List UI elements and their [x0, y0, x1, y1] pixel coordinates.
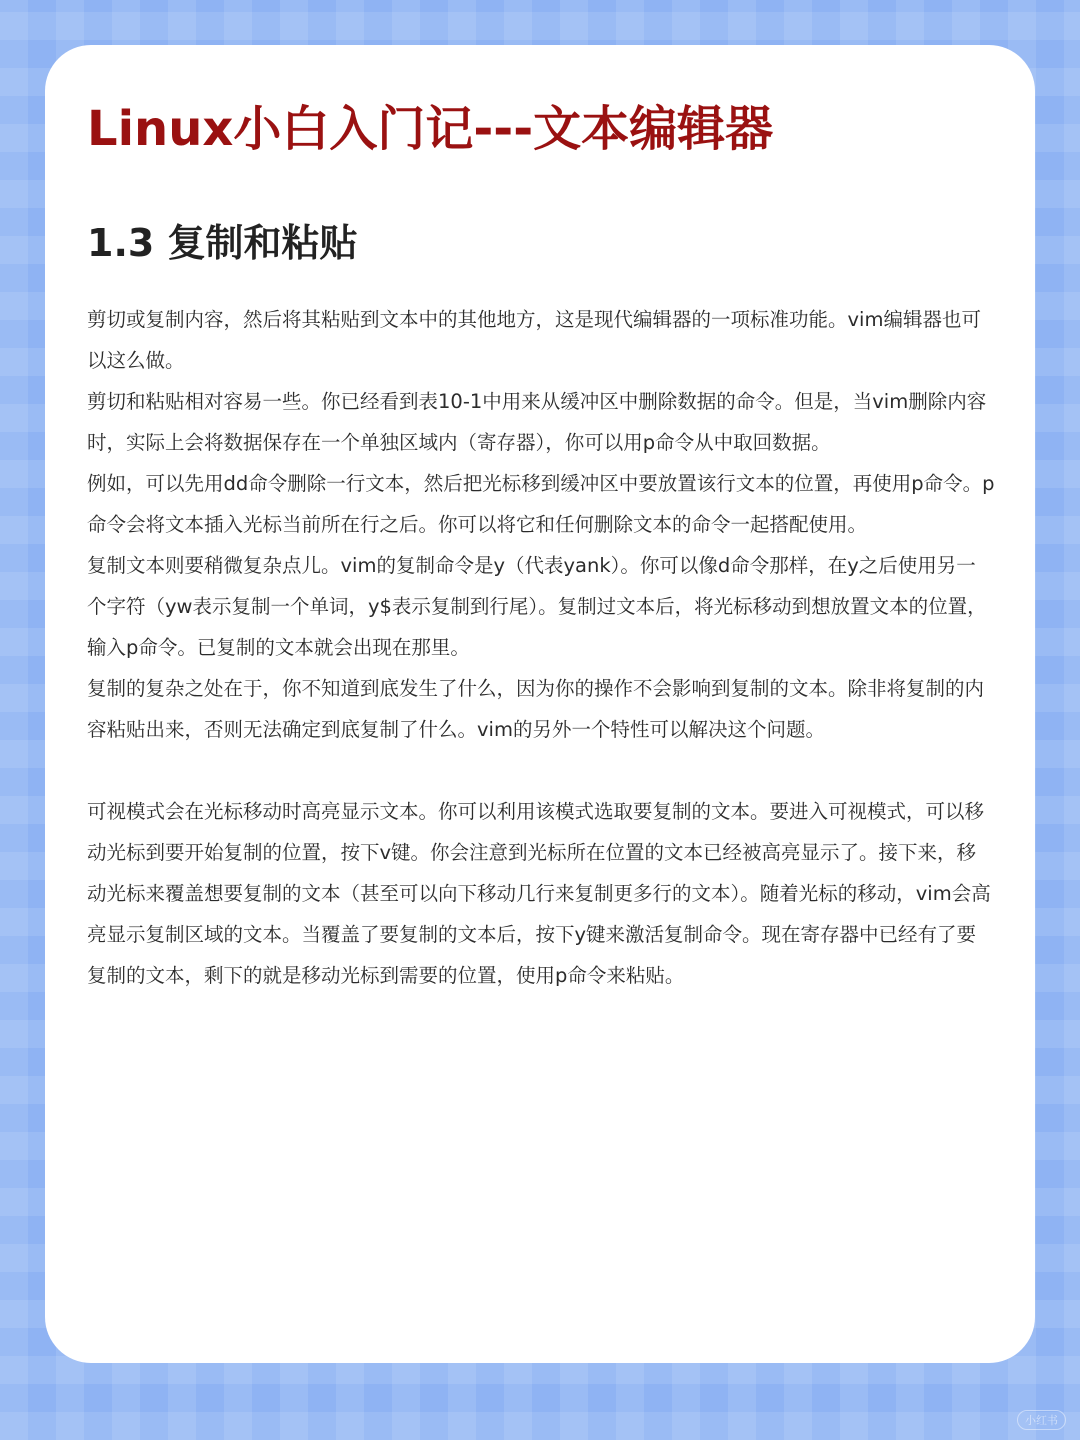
content-card: [45, 45, 1035, 1363]
paragraph-dd-example: 例如，可以先用dd命令删除一行文本，然后把光标移到缓冲区中要放置该行文本的位置，再使用p命令。p命令会将文本插入光标当前所在行之后。你可以将它和任何删除文本的命令一起搭配使用。: [87, 472, 995, 536]
paragraph-visual-mode: 可视模式会在光标移动时高亮显示文本。你可以利用该模式选取要复制的文本。要进入可视模式，可以移动光标到要开始复制的位置，按下v键。你会注意到光标所在位置的文本已经被高亮显示了。接下来，移动光标来覆盖想要复制的文本（甚至可以向下移动几行来复制更多行的文本）。随着光标的移动，vim会高亮显示复制区域的文本。当覆盖了要复制的文本后，按下y键来激活复制命令。现在寄存器中已经有了要复制的文本，剩下的就是移动光标到需要的位置，使用p命令来粘贴。: [87, 800, 991, 987]
paragraph-intro: 剪切或复制内容，然后将其粘贴到文本中的其他地方，这是现代编辑器的一项标准功能。vim编辑器也可以这么做。: [87, 308, 981, 372]
watermark-logo: 小红书: [1017, 1410, 1066, 1430]
paragraph-yank: 复制文本则要稍微复杂点儿。vim的复制命令是y（代表yank）。你可以像d命令那样，在y之后使用另一个字符（yw表示复制一个单词，y$表示复制到行尾）。复制过文本后，将光标移动到想放置文本的位置，输入p命令。已复制的文本就会出现在那里。: [87, 554, 987, 659]
article-body: [87, 299, 995, 996]
page-title: Linux小白入门记---文本编辑器: [87, 101, 774, 157]
paragraph-cut-paste: 剪切和粘贴相对容易一些。你已经看到表10-1中用来从缓冲区中删除数据的命令。但是，当vim删除内容时，实际上会将数据保存在一个单独区域内（寄存器），你可以用p命令从中取回数据。: [87, 390, 987, 454]
paragraph-yank-complexity: 复制的复杂之处在于，你不知道到底发生了什么，因为你的操作不会影响到复制的文本。除非将复制的内容粘贴出来，否则无法确定到底复制了什么。vim的另外一个特性可以解决这个问题。: [87, 677, 985, 741]
section-heading: 1.3 复制和粘贴: [87, 221, 358, 265]
